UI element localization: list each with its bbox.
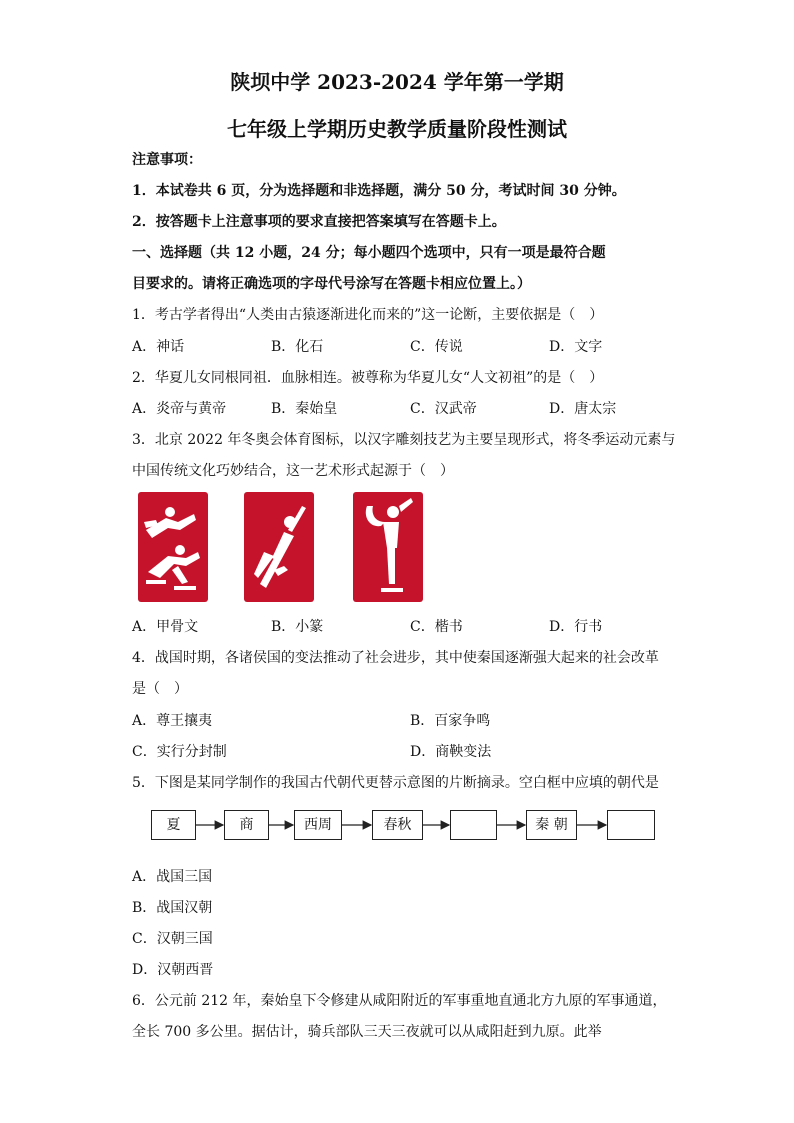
timeline-box-western-zhou: 西周: [294, 810, 342, 840]
q5-option-a[interactable]: A．战国三国: [132, 869, 213, 885]
q4-option-d[interactable]: D．商鞅变法: [410, 744, 492, 760]
q4-option-a[interactable]: A．尊王攘夷: [132, 713, 213, 729]
question-1-stem: 1．考古学者得出“人类由古猿逐渐进化而来的”这一论断，主要依据是（ ）: [132, 307, 604, 323]
q3-option-b[interactable]: B．小篆: [271, 619, 324, 635]
question-3-stem-line2: 中国传统文化巧妙结合，这一艺术形式起源于（ ）: [132, 463, 454, 479]
q3-option-c[interactable]: C．楷书: [410, 619, 463, 635]
q2-option-a[interactable]: A．炎帝与黄帝: [132, 401, 227, 417]
timeline-box-spring-autumn: 春秋: [372, 810, 423, 840]
q4-option-c[interactable]: C．实行分封制: [132, 744, 227, 760]
section-heading-line2: 目要求的。请将正确选项的字母代号涂写在答题卡相应位置上。）: [132, 276, 531, 292]
q4-option-b[interactable]: B．百家争鸣: [410, 713, 491, 729]
q1-option-b[interactable]: B．化石: [271, 339, 324, 355]
question-6-stem-line1: 6．公元前 212 年，秦始皇下令修建从咸阳附近的军事重地直通北方九原的军事通道，: [132, 993, 667, 1009]
q5-option-c[interactable]: C．汉朝三国: [132, 931, 213, 947]
timeline-box-shang: 商: [224, 810, 269, 840]
q3-option-d[interactable]: D．行书: [549, 619, 603, 635]
q3-option-a[interactable]: A．甲骨文: [132, 619, 199, 635]
note-1: 1．本试卷共 6 页，分为选择题和非选择题，满分 50 分，考试时间 30 分钟。: [132, 183, 626, 199]
q2-option-d[interactable]: D．唐太宗: [549, 401, 617, 417]
question-6-stem-line2: 全长 700 多公里。据估计，骑兵部队三天三夜就可以从咸阳赶到九原。此举: [132, 1024, 602, 1040]
q5-option-b[interactable]: B．战国汉朝: [132, 900, 213, 916]
q1-option-d[interactable]: D．文字: [549, 339, 603, 355]
question-4-stem-line1: 4．战国时期，各诸侯国的变法推动了社会进步，其中使秦国逐渐强大起来的社会改革: [132, 650, 659, 666]
timeline-box-qin: 秦 朝: [526, 810, 577, 840]
q1-option-a[interactable]: A．神话: [132, 339, 185, 355]
q2-option-b[interactable]: B．秦始皇: [271, 401, 338, 417]
question-4-stem-line2: 是（ ）: [132, 681, 188, 697]
timeline-box-xia: 夏: [151, 810, 196, 840]
note-2: 2．按答题卡上注意事项的要求直接把答案填写在答题卡上。: [132, 214, 506, 230]
q1-option-c[interactable]: C．传说: [410, 339, 463, 355]
section-heading-line1: 一、选择题（共 12 小题，24 分；每小题四个选项中，只有一项是最符合题: [132, 245, 606, 261]
q5-option-d[interactable]: D．汉朝西晋: [132, 962, 214, 978]
question-3-stem-line1: 3．北京 2022 年冬奥会体育图标，以汉字雕刻技艺为主要呈现形式，将冬季运动元素与: [132, 432, 676, 448]
notes-heading: 注意事项：: [132, 152, 202, 168]
question-5-stem: 5．下图是某同学制作的我国古代朝代更替示意图的片断摘录。空白框中应填的朝代是: [132, 775, 659, 791]
exam-title: 陕坝中学 2023-2024 学年第一学期: [230, 70, 564, 94]
question-2-stem: 2．华夏儿女同根同祖．血脉相连。被尊称为华夏儿女“人文初祖”的是（ ）: [132, 370, 604, 386]
q2-option-c[interactable]: C．汉武帝: [410, 401, 477, 417]
exam-subtitle: 七年级上学期历史教学质量阶段性测试: [227, 117, 567, 141]
